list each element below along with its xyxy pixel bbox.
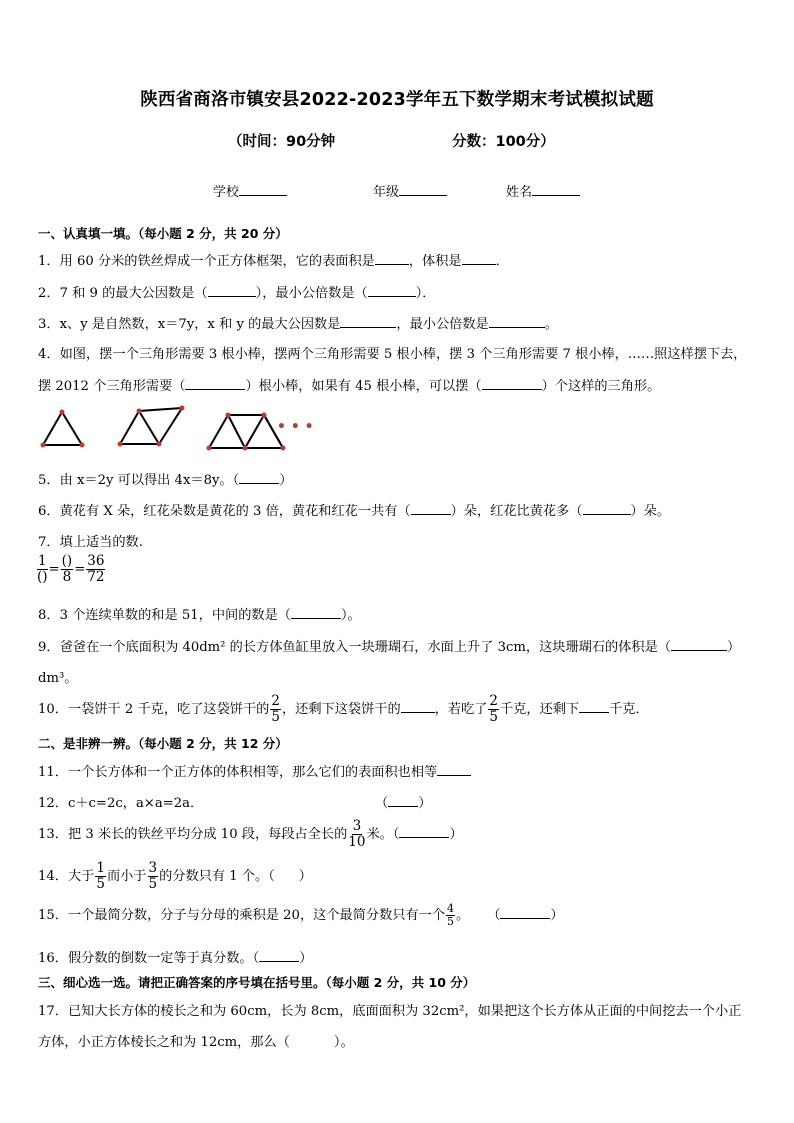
fraction: $\frac{36}{72}$ <box>87 553 105 585</box>
fraction: $\frac{3}{10}$ <box>348 818 366 850</box>
time-label: （时间：90分钟 <box>228 134 336 150</box>
question-17-line-2: 方体，小正方体棱长之和为 12cm，那么（ ）。 <box>38 1035 354 1050</box>
grade-label: 年级 <box>373 185 400 200</box>
question-8: 8．3 个连续单数的和是 51，中间的数是（ ）。 <box>38 608 361 623</box>
question-3: 3．x、y 是自然数，x＝7y，x 和 y 的最大公因数是 ，最小公倍数是 。 <box>38 317 558 332</box>
school-label: 学校 <box>213 185 240 200</box>
question-17-line-1: 17．已知大长方体的棱长之和为 60cm，长为 8cm，底面面积为 32cm²，如果把这个长方体从正面的中间挖去一个小正 <box>38 1004 742 1019</box>
fraction: $\frac{2}{5}$ <box>489 693 498 725</box>
question-15: 15．一个最简分数，分子与分母的乘积是 20，这个最简分数只有一个 $\frac{4}{5}$ 。 （ ） <box>38 902 564 928</box>
fraction: $\frac{1}{()}$ <box>37 553 48 585</box>
question-12-answer: （ ） <box>375 796 432 811</box>
question-4-line-1: 4．如图，摆一个三角形需要 3 根小棒，摆两个三角形需要 5 根小棒，摆 3 个三角形需要 7 根小棒，……照这样摆下去， <box>38 347 747 362</box>
question-16: 16．假分数的倒数一定等于真分数。（ ） <box>38 951 313 966</box>
question-10: 10．一袋饼干 2 千克，吃了这袋饼干的 $\frac{2}{5}$ ，还剩下这袋饼干的 ，若吃了 $\frac{2}{5}$ 千克，还剩下 千克． <box>38 693 649 725</box>
section-heading-2: 二、是非辨一辨。（每小题 2 分，共 12 分） <box>38 736 288 751</box>
grade-field[interactable] <box>373 181 447 200</box>
question-4-line-2: 摆 2012 个三角形需要（ ）根小棒，如果有 45 根小棒，可以摆（ ）个这样的三角形。 <box>38 379 661 394</box>
fraction: $\frac{4}{5}$ <box>447 902 455 928</box>
question-2: 2．7 和 9 的最大公因数是（ ），最小公倍数是（ ）． <box>38 286 436 301</box>
section-heading-3: 三、细心选一选。请把正确答案的序号填在括号里。（每小题 2 分，共 10 分） <box>38 975 476 990</box>
fraction: $\frac{1}{5}$ <box>96 860 105 892</box>
one-triangle <box>43 412 82 445</box>
fraction: $\frac{2}{5}$ <box>271 693 280 725</box>
three-triangles <box>209 415 283 448</box>
question-12: 12．c＋c=2c，a×a=2a． <box>38 796 204 811</box>
fraction: $\frac{()}{8}$ <box>61 553 73 585</box>
question-7-fractions: $\frac{1}{()}$ = $\frac{()}{8}$ = $\frac{36}{72}$ <box>37 553 105 585</box>
score-label: 分数：100分） <box>452 134 555 150</box>
name-field[interactable] <box>506 181 580 200</box>
question-9-line-2: dm³。 <box>38 671 78 686</box>
question-13: 13．把 3 米长的铁丝平均分成 10 段，每段占全长的 $\frac{3}{10}$ 米。（ ） <box>38 818 463 850</box>
section-heading-1: 一、认真填一填。（每小题 2 分，共 20 分） <box>38 226 288 241</box>
question-11: 11．一个长方体和一个正方体的体积相等，那么它们的表面积也相等 <box>38 761 471 780</box>
question-1: 1．用 60 分米的铁丝焊成一个正方体框架，它的表面积是 ，体积是 ． <box>38 254 509 269</box>
continuation-dots: • • • <box>277 419 314 435</box>
question-9-line-1: 9．爸爸在一个底面积为 40dm² 的长方体鱼缸里放入一块珊瑚石，水面上升了 3cm，这块珊瑚石的体积是（ ） <box>38 640 741 655</box>
question-5: 5．由 x＝2y 可以得出 4x＝8y。（ ） <box>38 473 293 488</box>
question-6: 6．黄花有 X 朵，红花朵数是黄花的 3 倍，黄花和红花一共有（ ）朵，红花比黄花多（ ）朵。 <box>38 504 671 519</box>
question-7: 7．填上适当的数. <box>38 535 143 550</box>
fraction: $\frac{3}{5}$ <box>148 860 158 892</box>
name-label: 姓名 <box>506 185 533 200</box>
two-triangles-vertices <box>118 406 185 447</box>
one-triangle-vertices <box>41 410 85 448</box>
question-14: 14．大于 $\frac{1}{5}$ 而小于 $\frac{3}{5}$ 的分数只有 1 个。（ ） <box>38 860 312 892</box>
school-field[interactable] <box>213 181 287 200</box>
page-title: 陕西省商洛市镇安县2022-2023学年五下数学期末考试模拟试题 <box>140 90 654 110</box>
two-triangles <box>120 408 182 444</box>
